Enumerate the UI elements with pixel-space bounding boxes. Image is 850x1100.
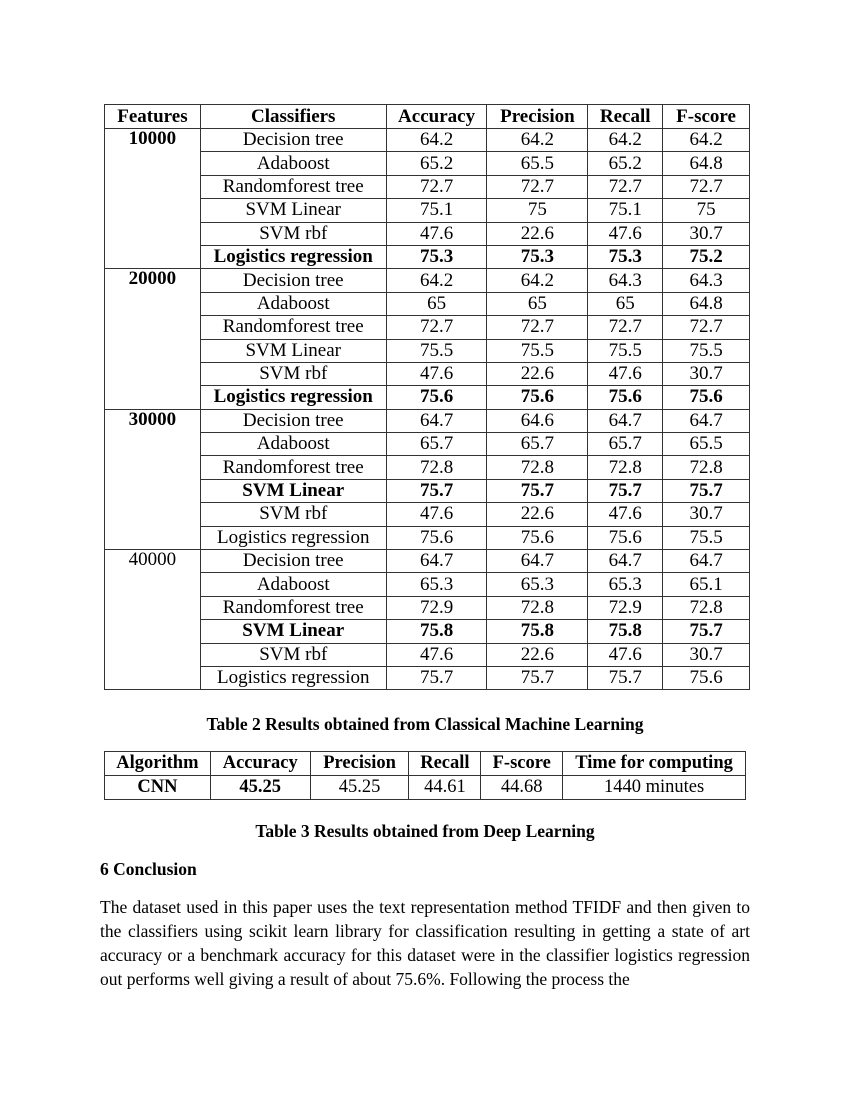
table-row <box>105 362 750 385</box>
cell-fscore: 75.5 <box>663 526 750 549</box>
cell-precision: 64.2 <box>487 269 588 292</box>
cell-fscore: 75.6 <box>663 386 750 409</box>
table-row <box>105 503 750 526</box>
cell-precision: 75.7 <box>487 666 588 689</box>
cell-classifier: Decision tree <box>200 129 386 152</box>
table-body <box>105 129 750 690</box>
cell-accuracy: 65.3 <box>386 573 487 596</box>
cell-accuracy: 64.7 <box>386 550 487 573</box>
cell-recall: 64.7 <box>588 409 663 432</box>
cell-recall: 75.5 <box>588 339 663 362</box>
cell-classifier: SVM Linear <box>200 199 386 222</box>
cell-recall: 47.6 <box>588 222 663 245</box>
cell-accuracy: 72.7 <box>386 175 487 198</box>
cell-recall: 47.6 <box>588 643 663 666</box>
cell-accuracy: 65.2 <box>386 152 487 175</box>
cell-precision: 64.2 <box>487 129 588 152</box>
header-accuracy: Accuracy <box>386 105 487 129</box>
cell-classifier: Decision tree <box>200 409 386 432</box>
cell-recall: 65.2 <box>588 152 663 175</box>
cell-accuracy: 75.1 <box>386 199 487 222</box>
cell-accuracy: 65.7 <box>386 433 487 456</box>
cell-fscore: 72.7 <box>663 316 750 339</box>
cell-recall: 64.7 <box>588 550 663 573</box>
table2-caption: Table 2 Results obtained from Classical Machine Learning <box>206 714 644 734</box>
cell-fscore: 75.2 <box>663 245 750 268</box>
cell-accuracy: 75.3 <box>386 245 487 268</box>
cell-accuracy: 72.7 <box>386 316 487 339</box>
table-row <box>105 245 750 268</box>
cell-classifier: Randomforest tree <box>200 316 386 339</box>
cell-classifier: Adaboost <box>200 292 386 315</box>
cell-accuracy: 64.2 <box>386 269 487 292</box>
cell-classifier: SVM rbf <box>200 222 386 245</box>
cell-accuracy: 65 <box>386 292 487 315</box>
header-precision: Precision <box>310 752 409 776</box>
cell-recall: 75.6 <box>588 386 663 409</box>
table-row <box>105 456 750 479</box>
header-recall: Recall <box>588 105 663 129</box>
header-fscore: F-score <box>481 752 563 776</box>
cell-features: 10000 <box>105 129 201 269</box>
cell-classifier: Logistics regression <box>200 666 386 689</box>
table-row <box>105 316 750 339</box>
table-row <box>105 222 750 245</box>
cell-fscore: 64.2 <box>663 129 750 152</box>
cell-accuracy: 75.6 <box>386 526 487 549</box>
cell-classifier: Randomforest tree <box>200 596 386 619</box>
cell-classifier: SVM Linear <box>200 620 386 643</box>
table-row <box>105 550 750 573</box>
cell-fscore: 75.7 <box>663 620 750 643</box>
cell-recall: 65.7 <box>588 433 663 456</box>
header-precision: Precision <box>487 105 588 129</box>
cell-accuracy: 72.9 <box>386 596 487 619</box>
cell-classifier: Adaboost <box>200 152 386 175</box>
cell-precision: 22.6 <box>487 503 588 526</box>
header-recall: Recall <box>409 752 481 776</box>
cell-precision: 72.7 <box>487 175 588 198</box>
cell-precision: 75.7 <box>487 479 588 502</box>
cell-classifier: SVM rbf <box>200 643 386 666</box>
table-row <box>105 776 746 800</box>
cell-classifier: Adaboost <box>200 433 386 456</box>
cell-precision: 75.3 <box>487 245 588 268</box>
header-accuracy: Accuracy <box>210 752 310 776</box>
cell-fscore: 30.7 <box>663 222 750 245</box>
cell-accuracy: 47.6 <box>386 362 487 385</box>
cell-precision: 65.5 <box>487 152 588 175</box>
cell-fscore: 44.68 <box>481 776 563 800</box>
cell-classifier: Randomforest tree <box>200 456 386 479</box>
cell-classifier: Logistics regression <box>200 245 386 268</box>
cell-accuracy: 75.8 <box>386 620 487 643</box>
cell-precision: 64.6 <box>487 409 588 432</box>
cell-fscore: 65.1 <box>663 573 750 596</box>
table-row <box>105 620 750 643</box>
cell-recall: 47.6 <box>588 503 663 526</box>
cell-classifier: Decision tree <box>200 550 386 573</box>
cell-recall: 75.3 <box>588 245 663 268</box>
cell-recall: 75.7 <box>588 666 663 689</box>
cell-accuracy: 47.6 <box>386 503 487 526</box>
cell-fscore: 30.7 <box>663 643 750 666</box>
cell-fscore: 64.3 <box>663 269 750 292</box>
cell-classifier: Decision tree <box>200 269 386 292</box>
cell-classifier: Randomforest tree <box>200 175 386 198</box>
table-row <box>105 129 750 152</box>
conclusion-paragraph: The dataset used in this paper uses the text representation method TFIDF and then given to the classifiers using scikit learn library for classification resulting in getting a state of art accuracy or a benchmark accuracy for this dataset were in the classifier logistics regression out performs well giving a result of about 75.6%. Following the process the <box>100 897 750 989</box>
cell-recall: 64.3 <box>588 269 663 292</box>
cell-precision: 72.8 <box>487 456 588 479</box>
cell-accuracy: 75.7 <box>386 479 487 502</box>
table-row <box>105 339 750 362</box>
table-row <box>105 292 750 315</box>
cell-recall: 75.1 <box>588 199 663 222</box>
table-row <box>105 199 750 222</box>
cell-accuracy: 64.7 <box>386 409 487 432</box>
cell-recall: 75.7 <box>588 479 663 502</box>
cell-recall: 65.3 <box>588 573 663 596</box>
table-row <box>105 433 750 456</box>
cell-accuracy: 47.6 <box>386 222 487 245</box>
cell-fscore: 75.7 <box>663 479 750 502</box>
cell-precision: 75 <box>487 199 588 222</box>
cell-fscore: 64.8 <box>663 152 750 175</box>
header-algorithm: Algorithm <box>105 752 211 776</box>
cell-recall: 75.6 <box>588 526 663 549</box>
cell-accuracy: 47.6 <box>386 643 487 666</box>
table-row <box>105 152 750 175</box>
header-features: Features <box>105 105 201 129</box>
table-row <box>105 175 750 198</box>
table3-caption: Table 3 Results obtained from Deep Learning <box>255 821 595 841</box>
table-row <box>105 409 750 432</box>
cell-precision: 72.8 <box>487 596 588 619</box>
cell-recall: 44.61 <box>409 776 481 800</box>
table-row <box>105 573 750 596</box>
table-row <box>105 526 750 549</box>
cell-fscore: 65.5 <box>663 433 750 456</box>
cell-fscore: 64.7 <box>663 550 750 573</box>
cell-recall: 72.9 <box>588 596 663 619</box>
cell-features: 20000 <box>105 269 201 409</box>
cell-recall: 72.7 <box>588 316 663 339</box>
cell-fscore: 75.5 <box>663 339 750 362</box>
cell-classifier: Logistics regression <box>200 386 386 409</box>
cell-accuracy: 75.7 <box>386 666 487 689</box>
table-row <box>105 666 750 689</box>
header-classifiers: Classifiers <box>200 105 386 129</box>
cell-fscore: 64.7 <box>663 409 750 432</box>
cell-classifier: Adaboost <box>200 573 386 596</box>
table-header-row <box>105 105 750 129</box>
results-table-classical-ml <box>104 104 750 690</box>
cell-features: 40000 <box>105 550 201 690</box>
cell-algorithm: CNN <box>105 776 211 800</box>
cell-recall: 64.2 <box>588 129 663 152</box>
cell-fscore: 72.8 <box>663 456 750 479</box>
table-row <box>105 386 750 409</box>
table-row <box>105 479 750 502</box>
cell-precision: 65 <box>487 292 588 315</box>
cell-precision: 22.6 <box>487 222 588 245</box>
cell-precision: 75.6 <box>487 386 588 409</box>
cell-classifier: Logistics regression <box>200 526 386 549</box>
cell-precision: 75.5 <box>487 339 588 362</box>
cell-accuracy: 75.5 <box>386 339 487 362</box>
cell-fscore: 75.6 <box>663 666 750 689</box>
cell-recall: 47.6 <box>588 362 663 385</box>
cell-accuracy: 72.8 <box>386 456 487 479</box>
cell-fscore: 72.8 <box>663 596 750 619</box>
cell-fscore: 64.8 <box>663 292 750 315</box>
cell-accuracy: 45.25 <box>210 776 310 800</box>
cell-features: 30000 <box>105 409 201 549</box>
cell-precision: 45.25 <box>310 776 409 800</box>
cell-recall: 72.8 <box>588 456 663 479</box>
cell-precision: 64.7 <box>487 550 588 573</box>
cell-fscore: 30.7 <box>663 503 750 526</box>
table-header-row <box>105 752 746 776</box>
cell-classifier: SVM Linear <box>200 339 386 362</box>
cell-recall: 72.7 <box>588 175 663 198</box>
table-row <box>105 643 750 666</box>
table-row <box>105 596 750 619</box>
cell-recall: 65 <box>588 292 663 315</box>
table-row <box>105 269 750 292</box>
header-fscore: F-score <box>663 105 750 129</box>
cell-recall: 75.8 <box>588 620 663 643</box>
cell-precision: 22.6 <box>487 643 588 666</box>
cell-fscore: 30.7 <box>663 362 750 385</box>
cell-precision: 75.8 <box>487 620 588 643</box>
cell-precision: 65.7 <box>487 433 588 456</box>
cell-classifier: SVM rbf <box>200 503 386 526</box>
cell-fscore: 75 <box>663 199 750 222</box>
header-time: Time for computing <box>563 752 746 776</box>
cell-precision: 65.3 <box>487 573 588 596</box>
section-heading: 6 Conclusion <box>100 859 197 879</box>
cell-precision: 75.6 <box>487 526 588 549</box>
results-table-deep-learning <box>104 751 746 800</box>
cell-precision: 72.7 <box>487 316 588 339</box>
cell-classifier: SVM Linear <box>200 479 386 502</box>
cell-accuracy: 75.6 <box>386 386 487 409</box>
cell-accuracy: 64.2 <box>386 129 487 152</box>
cell-fscore: 72.7 <box>663 175 750 198</box>
cell-time: 1440 minutes <box>563 776 746 800</box>
cell-classifier: SVM rbf <box>200 362 386 385</box>
cell-precision: 22.6 <box>487 362 588 385</box>
